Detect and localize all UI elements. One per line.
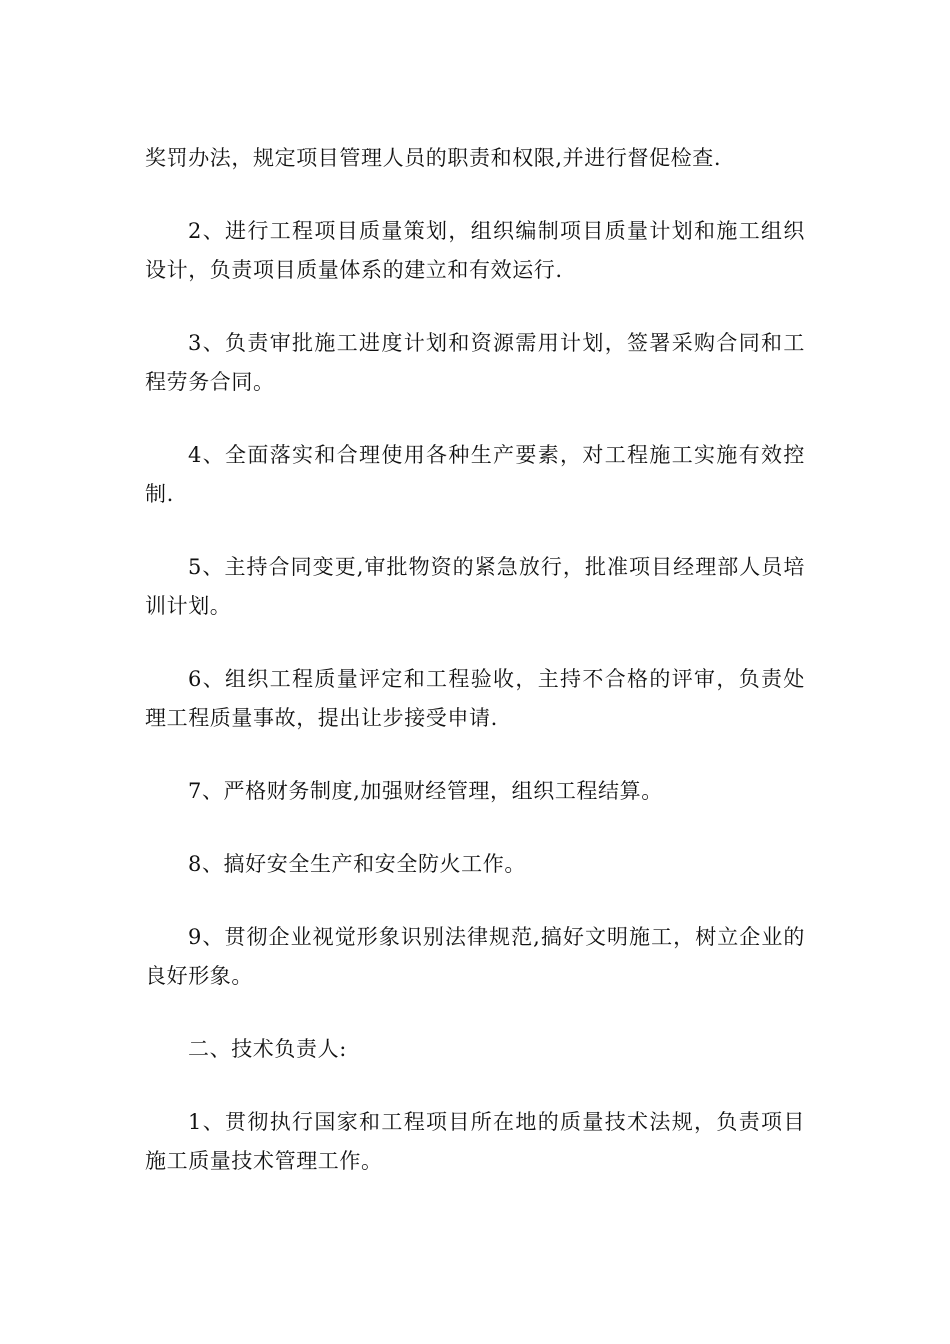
- section-heading-technical-lead: 二、技术负责人:: [188, 1037, 347, 1061]
- paragraph-item-6: 6、组织工程质量评定和工程验收，主持不合格的评审，负责处理工程质量事故，提出让步接受申请.: [145, 667, 805, 730]
- paragraph-item-3: 3、负责审批施工进度计划和资源需用计划，签署采购合同和工程劳务合同。: [145, 331, 805, 394]
- paragraph-item-2: 2、进行工程项目质量策划，组织编制项目质量计划和施工组织设计，负责项目质量体系的建立和有效运行.: [145, 219, 805, 282]
- paragraph-item-8: 8、搞好安全生产和安全防火工作。: [188, 852, 526, 876]
- paragraph-item-9: 9、贯彻企业视觉形象识别法律规范,搞好文明施工，树立企业的良好形象。: [145, 925, 805, 988]
- document-body: [145, 139, 805, 1215]
- paragraph-item-7: 7、严格财务制度,加强财经管理，组织工程结算。: [188, 779, 663, 803]
- paragraph-continuation: 奖罚办法，规定项目管理人员的职责和权限,并进行督促检查.: [145, 146, 722, 170]
- paragraph-item-4: 4、全面落实和合理使用各种生产要素，对工程施工实施有效控制.: [145, 443, 805, 506]
- paragraph-tech-item-1: 1、贯彻执行国家和工程项目所在地的质量技术法规，负责项目施工质量技术管理工作。: [145, 1110, 805, 1173]
- paragraph-item-5: 5、主持合同变更,审批物资的紧急放行，批准项目经理部人员培训计划。: [145, 555, 805, 618]
